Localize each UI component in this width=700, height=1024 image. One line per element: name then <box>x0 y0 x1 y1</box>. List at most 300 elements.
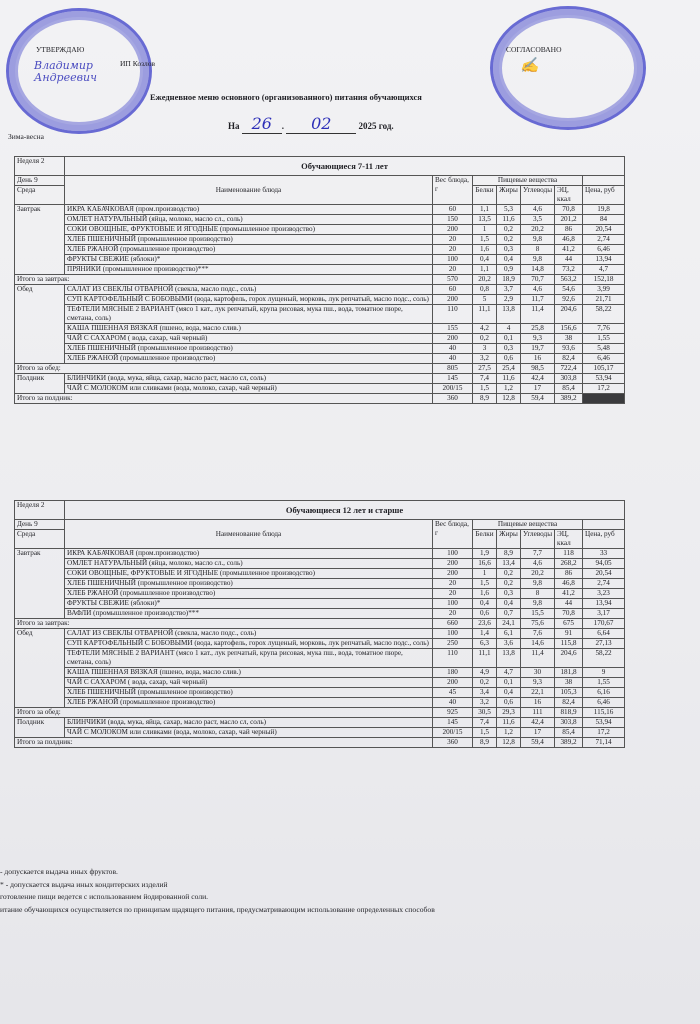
table-row <box>15 285 625 295</box>
table-row <box>15 569 625 579</box>
dish-price: 2,74 <box>583 235 625 245</box>
total-label: Итого за обед: <box>15 708 433 718</box>
total-weight: 360 <box>433 738 473 748</box>
dish-weight: 200 <box>433 559 473 569</box>
price-header-top <box>583 520 625 530</box>
dish-weight: 200/15 <box>433 384 473 394</box>
dish-carbs: 22,1 <box>521 688 555 698</box>
date-prefix: На <box>228 121 240 131</box>
total-label: Итого за полдник: <box>15 738 433 748</box>
dish-price: 3,23 <box>583 589 625 599</box>
dish-name: САЛАТ ИЗ СВЕКЛЫ ОТВАРНОЙ (свекла, масло подс., соль) <box>65 629 433 639</box>
table-row <box>15 205 625 215</box>
dish-name: ЧАЙ С МОЛОКОМ или сливками (вода, молоко, сахар, чай черный) <box>65 384 433 394</box>
total-weight: 925 <box>433 708 473 718</box>
dish-price: 13,94 <box>583 599 625 609</box>
dish-name: ТЕФТЕЛИ МЯСНЫЕ 2 ВАРИАНТ (мясо 1 кат., лук репчатый, крупа рисовая, мука пш., вода, томатное пюре, сметана, соль) <box>65 305 433 324</box>
dish-weight: 20 <box>433 245 473 255</box>
dish-fat: 0,4 <box>497 599 521 609</box>
dish-fat: 1,2 <box>497 728 521 738</box>
dish-energy: 85,4 <box>555 384 583 394</box>
dish-name: ПРЯНИКИ (промышленное производство)*** <box>65 265 433 275</box>
total-protein: 8,9 <box>473 394 497 404</box>
dish-carbs: 11,4 <box>521 649 555 668</box>
dish-carbs: 4,6 <box>521 285 555 295</box>
approve-role: ИП Козлов <box>120 59 156 68</box>
dish-energy: 303,8 <box>555 718 583 728</box>
dish-name: САЛАТ ИЗ СВЕКЛЫ ОТВАРНОЙ (свекла, масло подс., соль) <box>65 285 433 295</box>
dish-protein: 1 <box>473 569 497 579</box>
dish-carbs: 3,5 <box>521 215 555 225</box>
dish-price: 9 <box>583 668 625 678</box>
dish-price: 58,22 <box>583 305 625 324</box>
dish-name: ВАФЛИ (промышленное производство)*** <box>65 609 433 619</box>
dish-protein: 0,6 <box>473 609 497 619</box>
dish-energy: 91 <box>555 629 583 639</box>
dish-energy: 201,2 <box>555 215 583 225</box>
dish-protein: 1,6 <box>473 245 497 255</box>
dish-protein: 11,1 <box>473 305 497 324</box>
dish-price: 20,54 <box>583 225 625 235</box>
total-weight: 570 <box>433 275 473 285</box>
dish-weight: 145 <box>433 718 473 728</box>
dish-price: 53,94 <box>583 374 625 384</box>
dish-fat: 13,4 <box>497 559 521 569</box>
dish-fat: 0,3 <box>497 245 521 255</box>
price-header: Цена, руб <box>583 186 625 205</box>
total-row <box>15 619 625 629</box>
dish-protein: 3 <box>473 344 497 354</box>
dish-protein: 3,2 <box>473 354 497 364</box>
dish-energy: 156,6 <box>555 324 583 334</box>
dish-weight: 40 <box>433 698 473 708</box>
table-row <box>15 698 625 708</box>
dish-energy: 204,6 <box>555 649 583 668</box>
dish-fat: 0,1 <box>497 678 521 688</box>
total-carbs: 98,5 <box>521 364 555 374</box>
dish-protein: 11,1 <box>473 649 497 668</box>
table-row <box>15 678 625 688</box>
dish-price: 1,55 <box>583 678 625 688</box>
dish-weight: 200/15 <box>433 728 473 738</box>
dish-weight: 145 <box>433 374 473 384</box>
dish-name: БЛИНЧИКИ (вода, мука, яйца, сахар, масло раст, масло сл, соль) <box>65 374 433 384</box>
dish-weight: 100 <box>433 629 473 639</box>
dish-weight: 250 <box>433 639 473 649</box>
dish-fat: 0,2 <box>497 225 521 235</box>
day-label: День 9 <box>15 520 65 530</box>
total-carbs: 75,6 <box>521 619 555 629</box>
total-row <box>15 708 625 718</box>
total-row <box>15 738 625 748</box>
total-price <box>583 394 625 404</box>
dish-energy: 86 <box>555 569 583 579</box>
carbs-header: Углеводы <box>521 530 555 549</box>
total-label: Итого за обед: <box>15 364 433 374</box>
dish-fat: 11,6 <box>497 215 521 225</box>
dish-fat: 0,3 <box>497 589 521 599</box>
dish-energy: 105,3 <box>555 688 583 698</box>
total-protein: 23,6 <box>473 619 497 629</box>
dish-price: 33 <box>583 549 625 559</box>
dish-fat: 0,6 <box>497 698 521 708</box>
dish-energy: 44 <box>555 255 583 265</box>
dish-carbs: 4,6 <box>521 205 555 215</box>
footnotes <box>0 866 435 916</box>
dish-weight: 20 <box>433 589 473 599</box>
dish-weight: 110 <box>433 649 473 668</box>
table-row <box>15 384 625 394</box>
dish-weight: 20 <box>433 579 473 589</box>
date-day: 26 <box>251 114 272 133</box>
dish-price: 1,55 <box>583 334 625 344</box>
total-row <box>15 364 625 374</box>
price-header: Цена, руб <box>583 530 625 549</box>
dish-carbs: 17 <box>521 728 555 738</box>
meal-name: Полдник <box>15 718 65 738</box>
table-row <box>15 334 625 344</box>
table-row <box>15 668 625 678</box>
dish-name: СУП КАРТОФЕЛЬНЫЙ С БОБОВЫМИ (вода, картофель, горох лущеный, морковь, лук репчатый, масло подс., соль) <box>65 295 433 305</box>
weight-header: Вес блюда, г <box>433 176 473 205</box>
dish-energy: 46,8 <box>555 579 583 589</box>
dish-protein: 1,6 <box>473 589 497 599</box>
dish-energy: 303,8 <box>555 374 583 384</box>
dish-energy: 118 <box>555 549 583 559</box>
total-price: 152,18 <box>583 275 625 285</box>
dish-weight: 20 <box>433 609 473 619</box>
dish-energy: 115,8 <box>555 639 583 649</box>
dish-protein: 5 <box>473 295 497 305</box>
dish-price: 19,8 <box>583 205 625 215</box>
dish-protein: 6,3 <box>473 639 497 649</box>
dish-weight: 150 <box>433 215 473 225</box>
table-row <box>15 305 625 324</box>
dish-fat: 13,8 <box>497 649 521 668</box>
dish-price: 6,46 <box>583 245 625 255</box>
dish-price: 84 <box>583 215 625 225</box>
dish-fat: 0,2 <box>497 579 521 589</box>
dish-protein: 7,4 <box>473 374 497 384</box>
menu-table-7-11 <box>14 156 625 404</box>
dish-name: КАША ПШЕННАЯ ВЯЗКАЯ (пшено, вода, масло слив.) <box>65 668 433 678</box>
fat-header: Жиры <box>497 186 521 205</box>
total-price: 71,14 <box>583 738 625 748</box>
dish-fat: 13,8 <box>497 305 521 324</box>
dish-price: 13,94 <box>583 255 625 265</box>
total-price: 105,17 <box>583 364 625 374</box>
dish-name: СОКИ ОВОЩНЫЕ, ФРУКТОВЫЕ И ЯГОДНЫЕ (промышленное производство) <box>65 225 433 235</box>
dish-weight: 60 <box>433 285 473 295</box>
dish-energy: 73,2 <box>555 265 583 275</box>
total-energy: 389,2 <box>555 738 583 748</box>
dish-name: ИКРА КАБАЧКОВАЯ (пром.производство) <box>65 549 433 559</box>
carbs-header: Углеводы <box>521 186 555 205</box>
dish-carbs: 42,4 <box>521 374 555 384</box>
dish-name: ХЛЕБ ПШЕНИЧНЫЙ (промышленное производство) <box>65 579 433 589</box>
dish-weight: 20 <box>433 265 473 275</box>
dish-price: 53,94 <box>583 718 625 728</box>
dish-name: ХЛЕБ ПШЕНИЧНЫЙ (промышленное производство) <box>65 235 433 245</box>
menu-table-12-plus <box>14 500 625 748</box>
dish-price: 6,16 <box>583 688 625 698</box>
dish-carbs: 20,2 <box>521 569 555 579</box>
dish-carbs: 16 <box>521 698 555 708</box>
dish-protein: 1,1 <box>473 205 497 215</box>
dish-carbs: 19,7 <box>521 344 555 354</box>
dish-weight: 20 <box>433 235 473 245</box>
approve-word: УТВЕРЖДАЮ <box>36 45 85 54</box>
dish-energy: 41,2 <box>555 589 583 599</box>
dish-weight: 200 <box>433 225 473 235</box>
dish-carbs: 9,8 <box>521 235 555 245</box>
date-year: 2025 год. <box>358 121 394 131</box>
total-carbs: 59,4 <box>521 738 555 748</box>
dish-weight: 180 <box>433 668 473 678</box>
date-line: На 26 . 02 2025 год. <box>228 114 394 133</box>
meal-name: Завтрак <box>15 549 65 619</box>
total-row <box>15 394 625 404</box>
table-row <box>15 235 625 245</box>
dish-carbs: 25,8 <box>521 324 555 334</box>
dish-weight: 200 <box>433 295 473 305</box>
dish-name: ЧАЙ С САХАРОМ ( вода, сахар, чай черный) <box>65 334 433 344</box>
week-label: Неделя 2 <box>15 157 65 176</box>
dish-price: 2,74 <box>583 579 625 589</box>
energy-header: ЭЦ, ккал <box>555 530 583 549</box>
total-fat: 18,9 <box>497 275 521 285</box>
dish-carbs: 4,6 <box>521 559 555 569</box>
footnote-4: итание обучающихся осуществляется по принципам щадящего питания, предусматривающим использование определенных способов <box>0 904 435 914</box>
dish-weight: 100 <box>433 255 473 265</box>
dish-protein: 1,5 <box>473 579 497 589</box>
dish-price: 58,22 <box>583 649 625 668</box>
total-fat: 24,1 <box>497 619 521 629</box>
dish-carbs: 14,8 <box>521 265 555 275</box>
dish-carbs: 7,7 <box>521 549 555 559</box>
total-energy: 675 <box>555 619 583 629</box>
dish-name-header: Наименование блюда <box>65 176 433 205</box>
dish-energy: 44 <box>555 599 583 609</box>
dish-energy: 46,8 <box>555 235 583 245</box>
table-row <box>15 215 625 225</box>
dish-weight: 200 <box>433 678 473 688</box>
dish-name: СОКИ ОВОЩНЫЕ, ФРУКТОВЫЕ И ЯГОДНЫЕ (промышленное производство) <box>65 569 433 579</box>
dish-carbs: 7,6 <box>521 629 555 639</box>
dish-energy: 93,6 <box>555 344 583 354</box>
dish-price: 7,76 <box>583 324 625 334</box>
dish-name: ХЛЕБ РЖАНОЙ (промышленное производство) <box>65 698 433 708</box>
total-weight: 360 <box>433 394 473 404</box>
dish-protein: 1,5 <box>473 235 497 245</box>
dish-weight: 200 <box>433 569 473 579</box>
dish-fat: 11,6 <box>497 718 521 728</box>
table-row <box>15 728 625 738</box>
dish-weight: 40 <box>433 344 473 354</box>
total-energy: 818,9 <box>555 708 583 718</box>
dish-fat: 3,7 <box>497 285 521 295</box>
meal-name: Обед <box>15 285 65 364</box>
dish-fat: 8,9 <box>497 549 521 559</box>
table-row <box>15 225 625 235</box>
dish-name: ХЛЕБ ПШЕНИЧНЫЙ (промышленное производство) <box>65 688 433 698</box>
dish-price: 4,7 <box>583 265 625 275</box>
table-row <box>15 295 625 305</box>
agreement-stamp <box>490 6 646 130</box>
table-row <box>15 324 625 334</box>
season-label: Зима-весна <box>8 132 44 141</box>
dish-price: 3,17 <box>583 609 625 619</box>
agreement-signature: ✍ <box>520 56 539 74</box>
dish-name-header: Наименование блюда <box>65 520 433 549</box>
date-month: 02 <box>311 114 332 133</box>
nutrients-header: Пищевые вещества <box>473 176 583 186</box>
total-weight: 805 <box>433 364 473 374</box>
dish-name: ОМЛЕТ НАТУРАЛЬНЫЙ (яйца, молоко, масло сл., соль) <box>65 559 433 569</box>
dish-carbs: 9,8 <box>521 255 555 265</box>
dish-price: 94,05 <box>583 559 625 569</box>
dish-price: 6,64 <box>583 629 625 639</box>
total-price: 170,67 <box>583 619 625 629</box>
total-carbs: 59,4 <box>521 394 555 404</box>
table-row <box>15 374 625 384</box>
dish-weight: 200 <box>433 334 473 344</box>
group-title: Обучающиеся 7-11 лет <box>65 157 625 176</box>
meal-name: Завтрак <box>15 205 65 275</box>
dish-energy: 85,4 <box>555 728 583 738</box>
meal-name: Полдник <box>15 374 65 394</box>
weight-header: Вес блюда, г <box>433 520 473 549</box>
dish-protein: 0,4 <box>473 255 497 265</box>
total-price: 115,16 <box>583 708 625 718</box>
total-fat: 29,3 <box>497 708 521 718</box>
dish-weight: 100 <box>433 599 473 609</box>
total-protein: 8,9 <box>473 738 497 748</box>
total-protein: 30,5 <box>473 708 497 718</box>
total-row <box>15 275 625 285</box>
total-carbs: 70,7 <box>521 275 555 285</box>
dish-carbs: 17 <box>521 384 555 394</box>
table-row <box>15 579 625 589</box>
protein-header: Белки <box>473 186 497 205</box>
table-row <box>15 559 625 569</box>
dish-name: ЧАЙ С САХАРОМ ( вода, сахар, чай черный) <box>65 678 433 688</box>
dish-fat: 2,9 <box>497 295 521 305</box>
dish-name: СУП КАРТОФЕЛЬНЫЙ С БОБОВЫМИ (вода, картофель, горох лущеный, морковь, лук репчатый, масло подс., соль) <box>65 639 433 649</box>
dish-weight: 40 <box>433 354 473 364</box>
table-row <box>15 629 625 639</box>
dish-fat: 4 <box>497 324 521 334</box>
dish-energy: 204,6 <box>555 305 583 324</box>
total-energy: 389,2 <box>555 394 583 404</box>
dish-energy: 268,2 <box>555 559 583 569</box>
dish-price: 17,2 <box>583 728 625 738</box>
approver-signature: Владимир Андреевич <box>34 59 97 84</box>
dish-energy: 181,8 <box>555 668 583 678</box>
dish-fat: 0,3 <box>497 344 521 354</box>
dish-protein: 1,5 <box>473 728 497 738</box>
dish-name: ЧАЙ С МОЛОКОМ или сливками (вода, молоко, сахар, чай черный) <box>65 728 433 738</box>
dish-fat: 0,7 <box>497 609 521 619</box>
total-label: Итого за завтрак: <box>15 619 433 629</box>
dish-price: 21,71 <box>583 295 625 305</box>
dish-energy: 38 <box>555 334 583 344</box>
dish-protein: 0,4 <box>473 599 497 609</box>
total-protein: 27,5 <box>473 364 497 374</box>
energy-header: ЭЦ, ккал <box>555 186 583 205</box>
dish-weight: 155 <box>433 324 473 334</box>
dish-carbs: 11,4 <box>521 305 555 324</box>
dish-energy: 41,2 <box>555 245 583 255</box>
table-row <box>15 609 625 619</box>
total-energy: 722,4 <box>555 364 583 374</box>
table-row <box>15 688 625 698</box>
dish-fat: 11,6 <box>497 374 521 384</box>
table-row <box>15 265 625 275</box>
footnote-1: - допускается выдача иных фруктов. <box>0 867 118 876</box>
dish-fat: 5,3 <box>497 205 521 215</box>
dish-name: ХЛЕБ РЖАНОЙ (промышленное производство) <box>65 354 433 364</box>
dish-protein: 1,1 <box>473 265 497 275</box>
total-weight: 660 <box>433 619 473 629</box>
meal-name: Обед <box>15 629 65 708</box>
protein-header: Белки <box>473 530 497 549</box>
total-energy: 563,2 <box>555 275 583 285</box>
dish-carbs: 20,2 <box>521 225 555 235</box>
dish-price: 6,46 <box>583 698 625 708</box>
price-header-top <box>583 176 625 186</box>
table-row <box>15 245 625 255</box>
dish-protein: 1,9 <box>473 549 497 559</box>
dish-protein: 1,4 <box>473 629 497 639</box>
dish-protein: 13,5 <box>473 215 497 225</box>
dish-protein: 3,4 <box>473 688 497 698</box>
table-row <box>15 344 625 354</box>
dish-weight: 45 <box>433 688 473 698</box>
agreed-word: СОГЛАСОВАНО <box>506 45 562 54</box>
dish-weight: 110 <box>433 305 473 324</box>
dish-carbs: 42,4 <box>521 718 555 728</box>
group-title: Обучающиеся 12 лет и старше <box>65 501 625 520</box>
dish-name: КАША ПШЕННАЯ ВЯЗКАЯ (пшено, вода, масло слив.) <box>65 324 433 334</box>
total-label: Итого за завтрак: <box>15 275 433 285</box>
total-fat: 12,8 <box>497 394 521 404</box>
dish-energy: 70,8 <box>555 205 583 215</box>
table-row <box>15 718 625 728</box>
dish-carbs: 11,7 <box>521 295 555 305</box>
dish-protein: 0,2 <box>473 334 497 344</box>
table-row <box>15 549 625 559</box>
dish-carbs: 8 <box>521 589 555 599</box>
dish-name: ХЛЕБ ПШЕНИЧНЫЙ (промышленное производство) <box>65 344 433 354</box>
dish-energy: 54,6 <box>555 285 583 295</box>
dish-name: ФРУКТЫ СВЕЖИЕ (яблоки)* <box>65 255 433 265</box>
footnote-2: * - допускается выдача иных кондитерских изделий <box>0 879 168 889</box>
dish-name: БЛИНЧИКИ (вода, мука, яйца, сахар, масло раст, масло сл, соль) <box>65 718 433 728</box>
dish-energy: 86 <box>555 225 583 235</box>
dish-name: ФРУКТЫ СВЕЖИЕ (яблоки)* <box>65 599 433 609</box>
dish-fat: 0,1 <box>497 334 521 344</box>
dish-name: ХЛЕБ РЖАНОЙ (промышленное производство) <box>65 589 433 599</box>
total-protein: 20,2 <box>473 275 497 285</box>
document-title: Ежедневное меню основного (организованного) питания обучающихся <box>150 92 422 102</box>
dish-price: 5,48 <box>583 344 625 354</box>
env-label: Среда <box>15 530 65 549</box>
nutrients-header: Пищевые вещества <box>473 520 583 530</box>
table-row <box>15 649 625 668</box>
dish-carbs: 14,6 <box>521 639 555 649</box>
fat-header: Жиры <box>497 530 521 549</box>
